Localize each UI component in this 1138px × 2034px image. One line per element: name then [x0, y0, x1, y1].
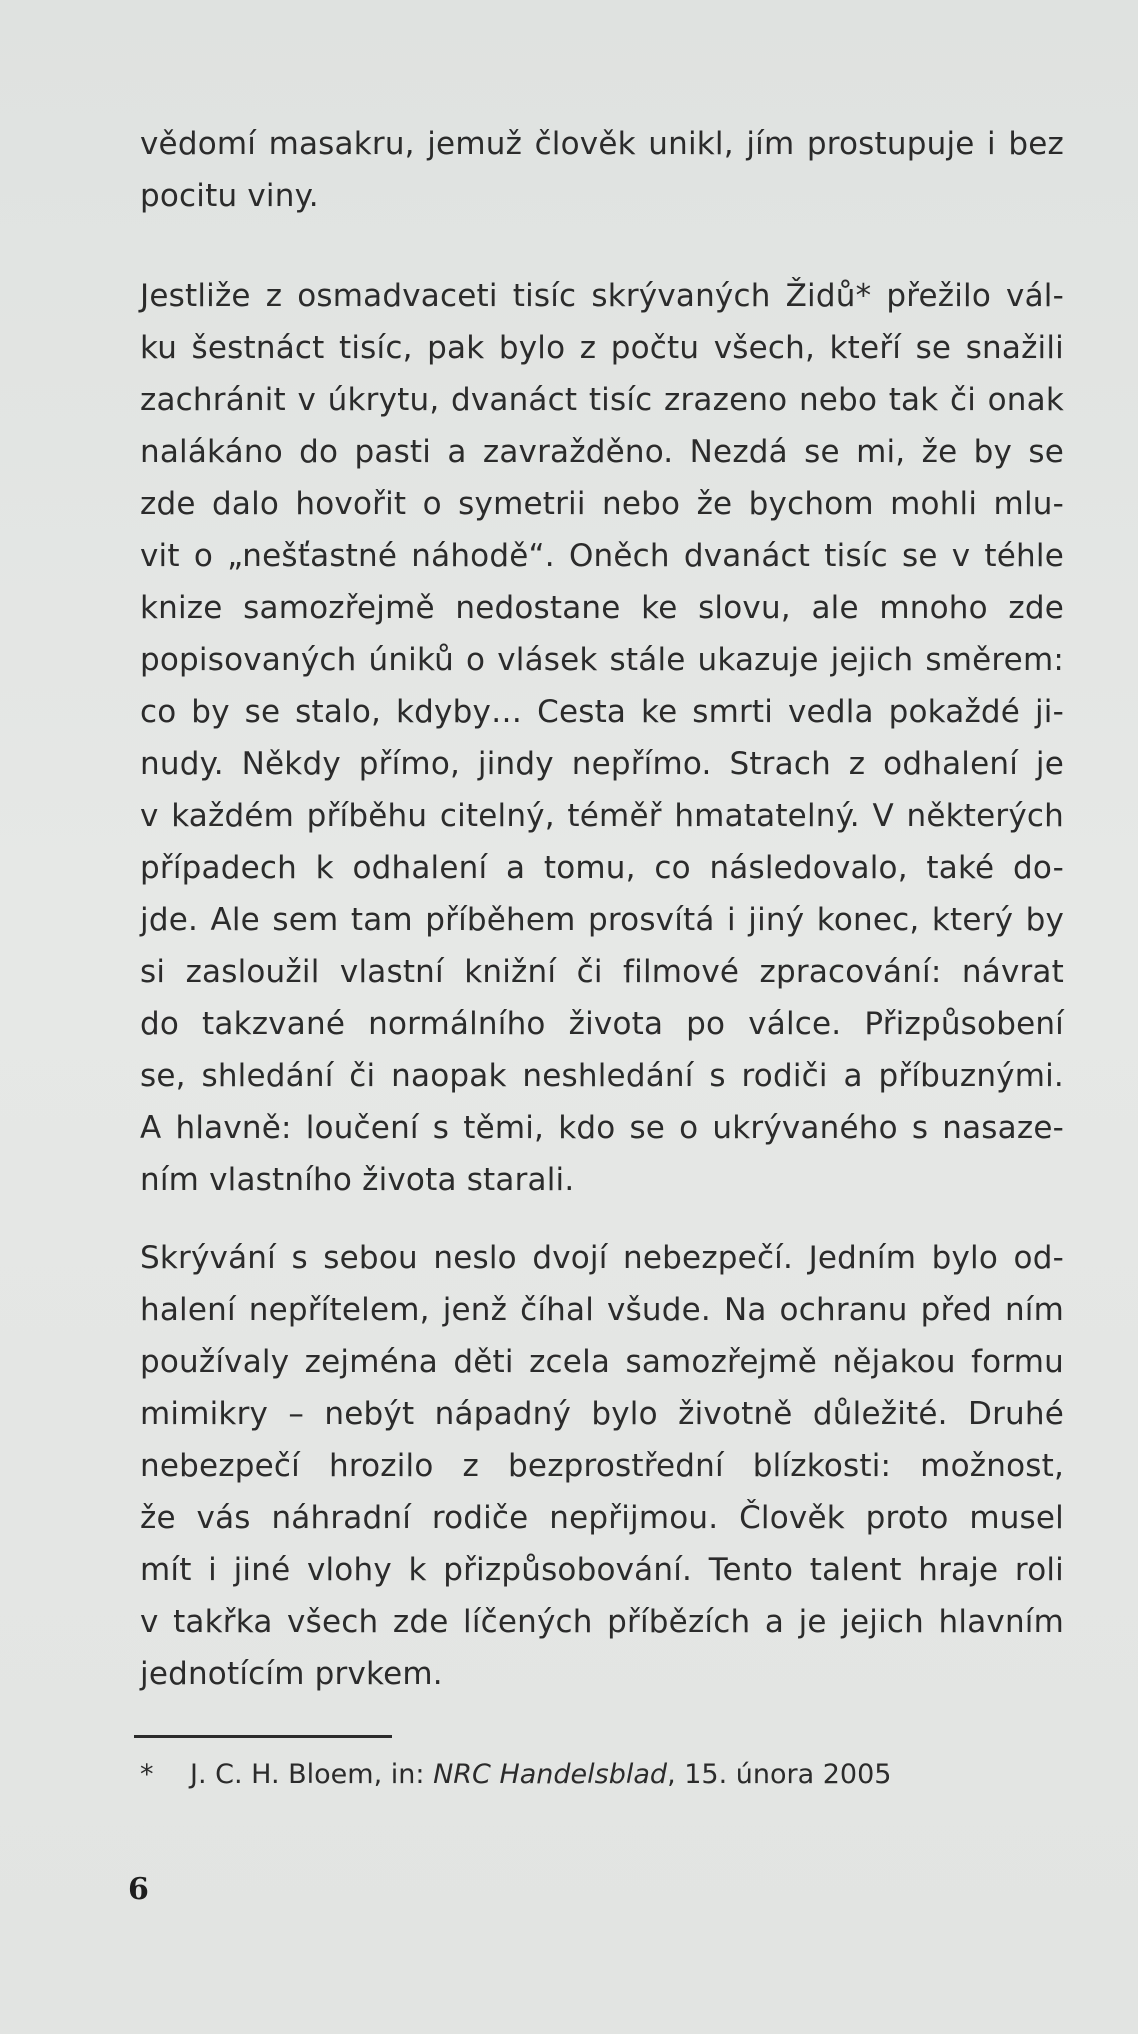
footnote-journal: NRC Handelsblad [433, 1759, 668, 1790]
paragraph-line: jednotícím prvkem. [140, 1656, 443, 1692]
paragraph-line: zde dalo hovořit o symetrii nebo že bychom mohli mlu- [140, 486, 1064, 522]
paragraph-line: co by se stalo, kdyby… Cesta ke smrti vedla pokaždé ji- [140, 694, 1064, 730]
paragraph-line: používaly zejména děti zcela samozřejmě nějakou formu [140, 1344, 1064, 1380]
paragraph-1 [140, 118, 1064, 222]
paragraph-line: jde. Ale sem tam příběhem prosvítá i jiný konec, který by [140, 902, 1064, 938]
paragraph-line: Jestliže z osmadvaceti tisíc skrývaných Židů* přežilo vál- [140, 278, 1064, 314]
paragraph-line: ním vlastního života starali. [140, 1162, 575, 1198]
paragraph-line: zachránit v úkrytu, dvanáct tisíc zrazeno nebo tak či onak [140, 382, 1064, 418]
paragraph-line: si zasloužil vlastní knižní či filmové zpracování: návrat [140, 954, 1064, 990]
paragraph-line: Skrývání s sebou neslo dvojí nebezpečí. Jedním bylo od- [140, 1240, 1064, 1276]
paragraph-line: nebezpečí hrozilo z bezprostřední blízkosti: možnost, [140, 1448, 1064, 1484]
paragraph-line: halení nepřítelem, jenž číhal všude. Na ochranu před ním [140, 1292, 1064, 1328]
footnote-date: , 15. února 2005 [667, 1759, 892, 1790]
paragraph-line: mít i jiné vlohy k přizpůsobování. Tento talent hraje roli [140, 1552, 1064, 1588]
footnote-divider [134, 1735, 392, 1738]
paragraph-line: že vás náhradní rodiče nepřijmou. Člověk proto musel [140, 1500, 1064, 1536]
paragraph-line: v každém příběhu citelný, téměř hmatatelný. V některých [140, 798, 1064, 834]
footnote-citation: J. C. H. Bloem, in: [190, 1759, 434, 1790]
paragraph-line: A hlavně: loučení s těmi, kdo se o ukrývaného s nasaze- [140, 1110, 1064, 1146]
paragraph-line: nalákáno do pasti a zavražděno. Nezdá se mi, že by se [140, 434, 1064, 470]
paragraph-line: mimikry – nebýt nápadný bylo životně důležité. Druhé [140, 1396, 1064, 1432]
footnote [140, 1755, 1040, 1795]
paragraph-line: případech k odhalení a tomu, co následovalo, také do- [140, 850, 1064, 886]
paragraph-2 [140, 270, 1064, 1206]
paragraph-line: do takzvané normálního života po válce. Přizpůsobení [140, 1006, 1064, 1042]
paragraph-3 [140, 1232, 1064, 1700]
paragraph-line: vit o „nešťastné náhodě“. Oněch dvanáct tisíc se v téhle [140, 538, 1064, 574]
paragraph-line: ku šestnáct tisíc, pak bylo z počtu všech, kteří se snažili [140, 330, 1064, 366]
paragraph-line: popisovaných úniků o vlásek stále ukazuje jejich směrem: [140, 642, 1064, 678]
paragraph-line: se, shledání či naopak neshledání s rodiči a příbuznými. [140, 1058, 1064, 1094]
paragraph-line: knize samozřejmě nedostane ke slovu, ale mnoho zde [140, 590, 1064, 626]
paragraph-line: vědomí masakru, jemuž člověk unikl, jím prostupuje i bez [140, 126, 1064, 162]
footnote-marker: * [140, 1759, 154, 1790]
paragraph-line: pocitu viny. [140, 178, 319, 214]
page-number: 6 [128, 1872, 149, 1907]
paragraph-line: v takřka všech zde líčených příbězích a je jejich hlavním [140, 1604, 1064, 1640]
paragraph-line: nudy. Někdy přímo, jindy nepřímo. Strach z odhalení je [140, 746, 1064, 782]
